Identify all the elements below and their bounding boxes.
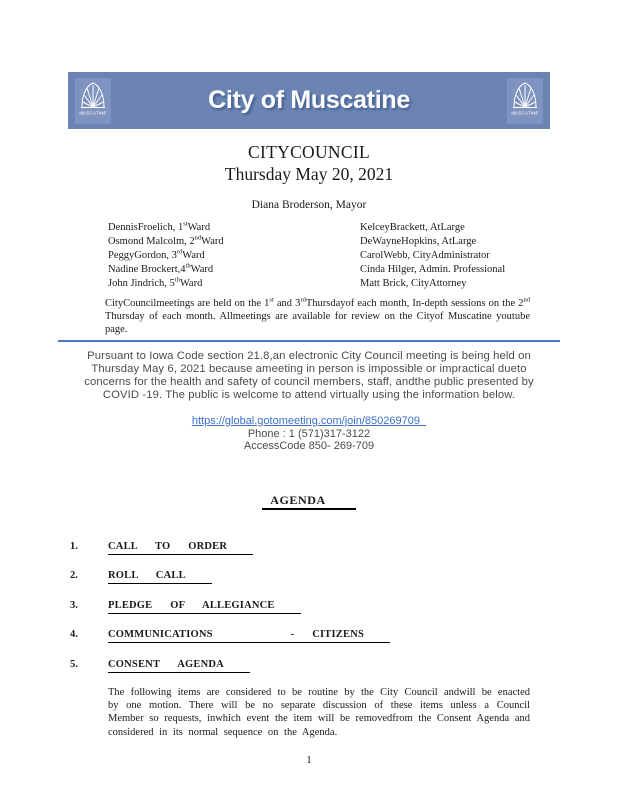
roster-member: PeggyGordon, 3rdWard — [108, 248, 205, 261]
muscatine-arch-icon — [76, 80, 110, 122]
agenda-item-roll-call — [70, 568, 618, 584]
mayor-line: Diana Broderson, Mayor — [251, 199, 367, 211]
agenda-list — [70, 539, 618, 673]
meetings-note: CityCouncilmeetings are held on the 1st and 3rdThursdayof each month, In-depth sessions on the 2nd Thursday of each month. Allmeetings are available for review on the Cityof Muscatine youtube page. — [105, 296, 530, 335]
muscatine-logo-right — [507, 78, 543, 124]
agenda-item-label: PLEDGE OF ALLEGIANCE — [108, 598, 301, 614]
agenda-item-number: 1. — [70, 540, 78, 552]
agenda-item-communications — [70, 627, 618, 643]
consent-description: The following items are considered to be routine by the City Council andwill be enacted by one motion. There will be no separate discussion of these items unless a Council Member so requests, inwhich event the item will be removedfrom the Consent Agenda and considered in its normal sequence on the Agenda. — [108, 687, 530, 738]
roster-member: KelceyBrackett, AtLarge — [360, 222, 465, 233]
roster-member: Cinda Hilger, Admin. Professional — [360, 264, 506, 275]
agenda-item-number: 5. — [70, 658, 78, 670]
phone-line: Phone : 1 (571)317-3122 — [247, 427, 371, 440]
meeting-link[interactable]: https://global.gotomeeting.com/join/850269709 — [191, 415, 420, 427]
roster-row — [108, 249, 618, 263]
roster-row — [108, 277, 618, 291]
roster-row — [108, 235, 618, 249]
header-banner — [68, 72, 550, 129]
agenda-item-consent-agenda — [70, 657, 618, 673]
access-code-line: AccessCode 850- 269-709 — [243, 440, 375, 452]
roster-member: CarolWebb, CityAdministrator — [360, 250, 490, 261]
roster-row — [108, 263, 618, 277]
agenda-item-pledge — [70, 598, 618, 614]
agenda-heading: AGENDA — [0, 491, 618, 509]
connection-info — [0, 415, 618, 453]
roster-member: DennisFroelich, 1stWard — [108, 220, 211, 233]
roster-member: DeWayneHopkins, AtLarge — [360, 236, 477, 247]
roster-member: Osmond Malcolm, 2ndWard — [108, 234, 224, 247]
meeting-link-line — [0, 415, 618, 428]
agenda-item-label: CONSENT AGENDA — [108, 657, 250, 673]
agenda-item-number: 4. — [70, 629, 78, 640]
agenda-item-label: ROLL CALL — [108, 568, 212, 584]
roster-member: Matt Brick, CityAttorney — [360, 278, 467, 289]
agenda-item-number: 2. — [70, 570, 78, 581]
doc-date: Thursday May 20, 2021 — [224, 164, 394, 184]
page-number: 1 — [306, 753, 312, 766]
roster-member: Nadine Brockert,4thWard — [108, 262, 214, 275]
muscatine-arch-icon — [508, 80, 542, 122]
roster-row — [108, 221, 618, 235]
council-roster — [108, 221, 618, 291]
roster-member: John Jindrich, 5thWard — [108, 276, 203, 289]
svg-text:MUSCATINE: MUSCATINE — [79, 110, 107, 115]
agenda-item-number: 3. — [70, 599, 78, 611]
svg-text:MUSCATINE: MUSCATINE — [511, 110, 539, 115]
covid-notice: Pursuant to Iowa Code section 21.8,an electronic City Council meeting is being held on Thursday May 6, 2021 because ameeting in person is impossible or impractical dueto concerns for the health and safety of council members, staff, andthe public presented by COVID -19. The public is welcome to attend virtually using the information below. — [84, 350, 534, 401]
agenda-item-label: CALL TO ORDER — [108, 539, 253, 555]
agenda-item-call-to-order — [70, 539, 618, 555]
banner-title: City of Muscatine — [208, 86, 410, 114]
doc-title: CITY COUNCIL — [248, 142, 370, 162]
agenda-item-label: COMMUNICATIONS - CITIZENS — [108, 627, 390, 643]
divider-rule — [58, 340, 560, 342]
muscatine-logo-left — [75, 78, 111, 124]
